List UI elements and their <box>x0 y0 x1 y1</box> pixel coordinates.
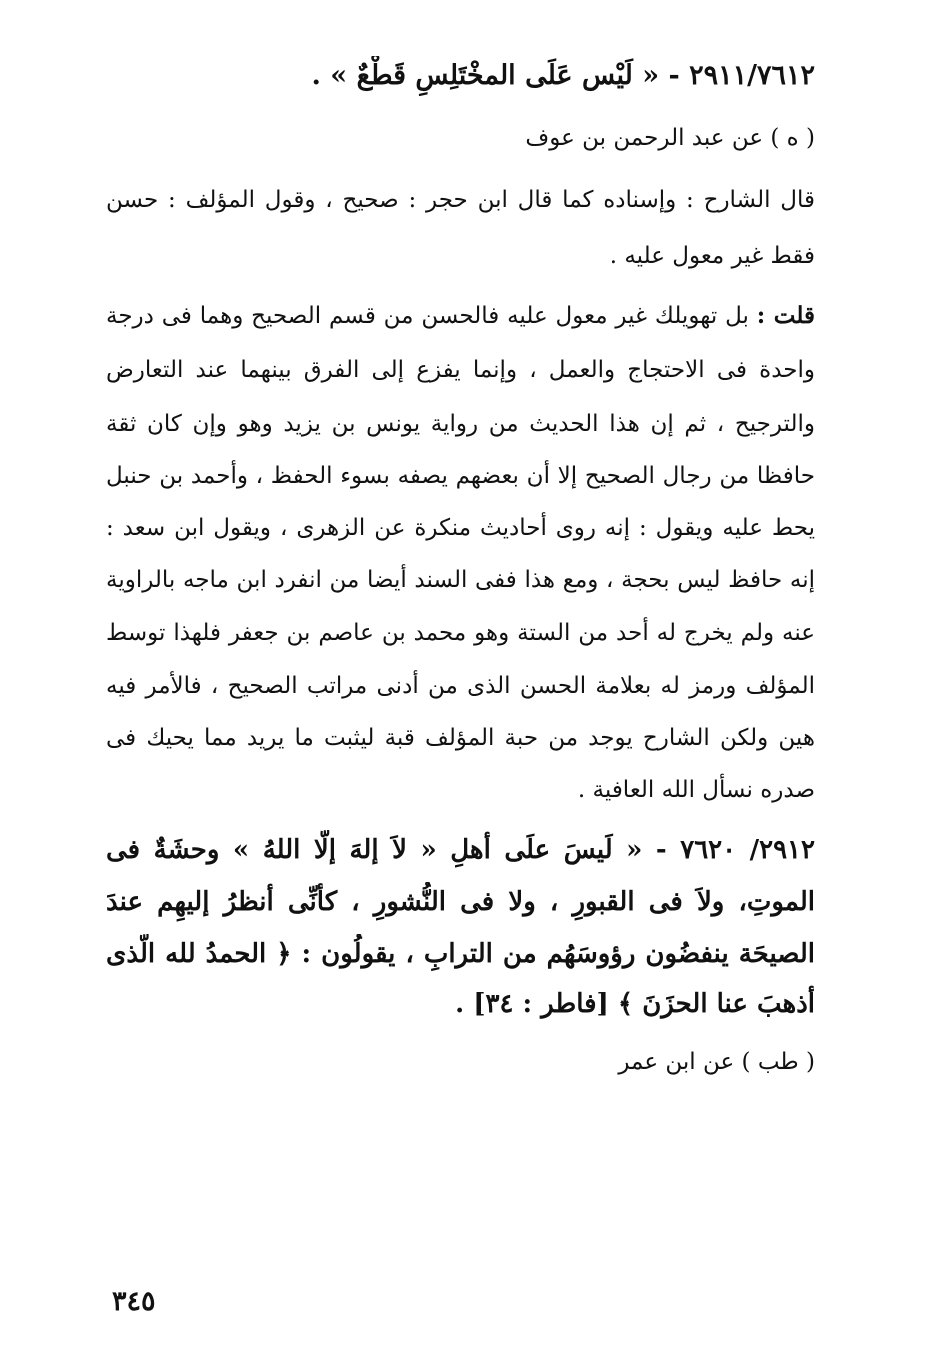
qult-first-line <box>106 296 815 336</box>
qult-line: عنه ولم يخرج له أحد من الستة وهو محمد بن عاصم بن جعفر فلهذا توسط <box>106 620 815 646</box>
qult-first-line-text: بل تهويلك غير معول عليه فالحسن من قسم الصحيح وهما فى درجة <box>106 303 749 329</box>
qult-line: يحط عليه ويقول : إنه روى أحاديث منكرة عن الزهرى ، ويقول ابن سعد : <box>106 515 815 541</box>
hadith-2-line: أذهبَ عنا الحزَنَ ﴾ [فاطر : ٣٤] . <box>455 989 815 1019</box>
qult-line: صدره نسأل الله العافية . <box>577 777 815 803</box>
hadith-2-line: ٢٩١٢/ ٧٦٢٠ - « لَيسَ علَى أهلِ « لاَ إلهَ إلَّا اللهُ » وحشَةٌ فى <box>106 835 815 865</box>
qult-label: قلت : <box>756 302 815 329</box>
qult-line: والترجيح ، ثم إن هذا الحديث من رواية يونس بن يزيد وهو وإن كان ثقة <box>106 411 815 437</box>
qult-line: حافظا من رجال الصحيح إلا أن بعضهم يصفه بسوء الحفظ ، وأحمد بن حنبل <box>106 463 815 489</box>
hadith-1-source: ( ه ) عن عبد الرحمن بن عوف <box>525 125 815 151</box>
hadith-2-line: الموتِ، ولاَ فى القبورِ ، ولا فى النُّشورِ ، كأنِّى أنظرُ إليهِم عندَ <box>106 887 815 917</box>
page-number: ٣٤٥ <box>112 1286 156 1317</box>
commentary-line: فقط غير معول عليه . <box>609 243 815 269</box>
qult-line: هين ولكن الشارح يوجد من حبة المؤلف قبة ليثبت ما يريد مما يحيك فى <box>106 725 815 751</box>
qult-line: المؤلف ورمز له بعلامة الحسن الذى من أدنى مراتب الصحيح ، فالأمر فيه <box>106 673 815 699</box>
qult-line: إنه حافظ ليس بحجة ، ومع هذا ففى السند أيضا من انفرد ابن ماجه بالراوية <box>106 567 815 593</box>
hadith-1-heading: ٢٩١١/٧٦١٢ - « لَيْس عَلَى المخْتَلِسِ قَطْعٌ » . <box>311 60 815 91</box>
hadith-2-source: ( طب ) عن ابن عمر <box>618 1049 815 1075</box>
commentary-line: قال الشارح : وإسناده كما قال ابن حجر : صحيح ، وقول المؤلف : حسن <box>106 187 815 213</box>
hadith-2-line: الصيحَة ينفضُون رؤوسَهُم من الترابِ ، يقولُون : ﴿ الحمدُ لله الَّذى <box>106 939 815 969</box>
qult-line: واحدة فى الاحتجاج والعمل ، وإنما يفزع إلى الفرق بينهما عند التعارض <box>106 357 815 383</box>
